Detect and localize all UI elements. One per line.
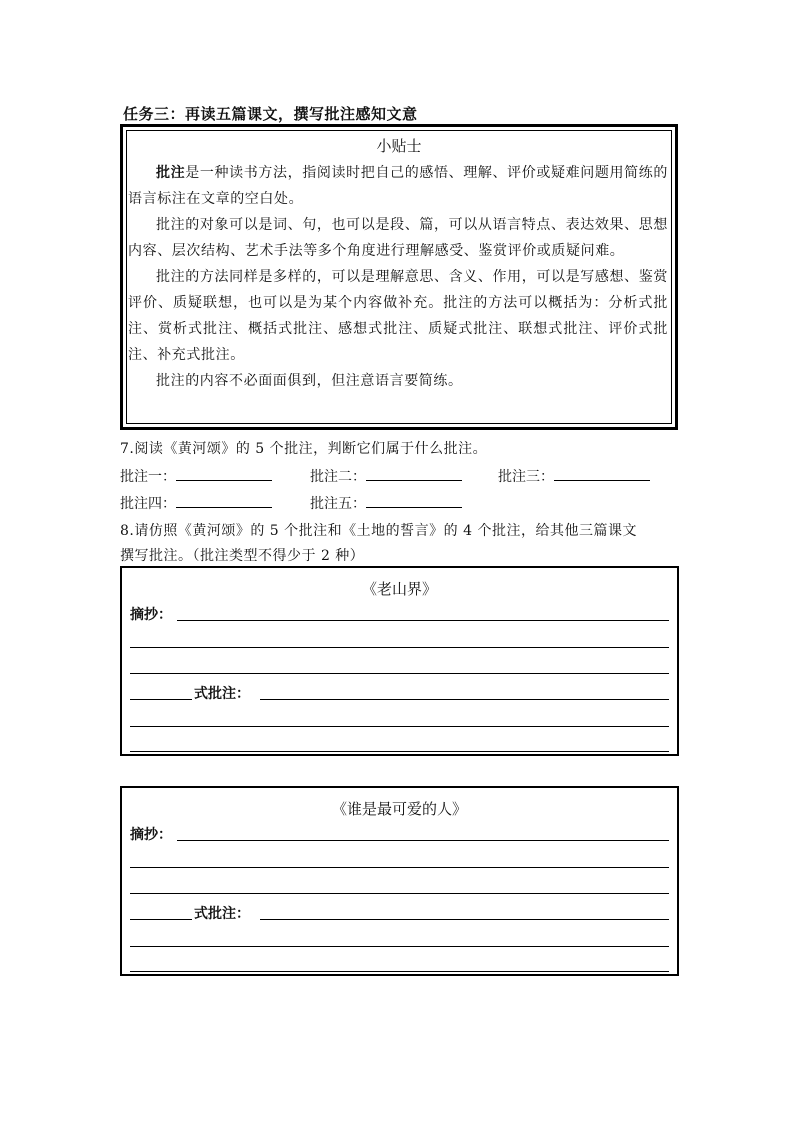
annotation-5-blank[interactable]: [366, 493, 462, 508]
tips-title: 小贴士: [376, 137, 422, 155]
worksheet-laoshanjie: [120, 566, 679, 756]
tips-paragraph-2: 批注的对象可以是词、句，也可以是段、篇，可以从语言特点、表达效果、思想内容、层次结构、艺术手法等多个角度进行理解感受、鉴赏评价或质疑问难。: [128, 217, 668, 259]
excerpt-label: 摘抄：: [130, 827, 172, 843]
annotation-2: [310, 466, 462, 486]
annotation-4-label: 批注四：: [120, 496, 176, 512]
annotation-type-label: 式批注：: [194, 906, 250, 922]
annotation-line-1[interactable]: [260, 699, 669, 700]
tips-paragraph-3: 批注的方法同样是多样的，可以是理解意思、含义、作用，可以是写感想、鉴赏评价、质疑联想，也可以是为某个内容做补充。批注的方法可以概括为：分析式批注、赏析式批注、概括式批注、感想式批注、质疑式批注、联想式批注、评价式批注、补充式批注。: [128, 269, 668, 363]
excerpt-line-2[interactable]: [130, 647, 669, 648]
annotation-4-blank[interactable]: [176, 493, 272, 508]
annotation-line-2[interactable]: [130, 946, 669, 947]
excerpt-line-1[interactable]: [177, 840, 669, 841]
question-8-line-2: 撰写批注。（批注类型不得少于 2 种）: [120, 548, 365, 564]
tips-paragraph-1-text: 是一种读书方法，指阅读时把自己的感悟、理解、评价或疑难问题用简练的语言标注在文章的空白处。: [128, 165, 668, 207]
excerpt-label: 摘抄：: [130, 607, 172, 623]
annotation-line-2[interactable]: [130, 726, 669, 727]
excerpt-line-1[interactable]: [177, 620, 669, 621]
annotation-type-blank[interactable]: [130, 919, 192, 920]
annotation-1-label: 批注一：: [120, 469, 176, 485]
annotation-3-label: 批注三：: [498, 469, 554, 485]
tips-body: [128, 160, 668, 394]
excerpt-line-2[interactable]: [130, 867, 669, 868]
tips-box: [120, 124, 678, 430]
excerpt-line-3[interactable]: [130, 673, 669, 674]
annotation-2-blank[interactable]: [366, 466, 462, 481]
annotation-1: [120, 466, 272, 486]
worksheet-title: 《谁是最可爱的人》: [331, 800, 467, 818]
annotation-line-3[interactable]: [130, 751, 669, 752]
annotation-type-blank[interactable]: [130, 699, 192, 700]
annotation-2-label: 批注二：: [310, 469, 366, 485]
annotation-1-blank[interactable]: [176, 466, 272, 481]
worksheet-shui-shi-zui-ke-ai-de-ren: [120, 786, 679, 976]
task-title: 任务三：再读五篇课文，撰写批注感知文意: [123, 105, 418, 123]
worksheet-title: 《老山界》: [361, 580, 437, 598]
annotation-5-label: 批注五：: [310, 496, 366, 512]
tips-paragraph-4: 批注的内容不必面面俱到，但注意语言要简练。: [156, 373, 463, 389]
annotation-line-3[interactable]: [130, 971, 669, 972]
tips-paragraph-1: [128, 160, 668, 212]
tips-term: 批注: [156, 165, 186, 181]
annotation-4: [120, 493, 272, 513]
annotation-type-label: 式批注：: [194, 686, 250, 702]
annotation-line-1[interactable]: [260, 919, 669, 920]
excerpt-line-3[interactable]: [130, 893, 669, 894]
question-8-line-1: 8.请仿照《黄河颂》的 5 个批注和《土地的誓言》的 4 个批注，给其他三篇课文: [120, 523, 637, 539]
annotation-3-blank[interactable]: [554, 466, 650, 481]
annotation-answer-area: [120, 466, 680, 516]
annotation-3: [498, 466, 650, 486]
annotation-5: [310, 493, 462, 513]
question-7: 7.阅读《黄河颂》的 5 个批注，判断它们属于什么批注。: [120, 441, 488, 457]
